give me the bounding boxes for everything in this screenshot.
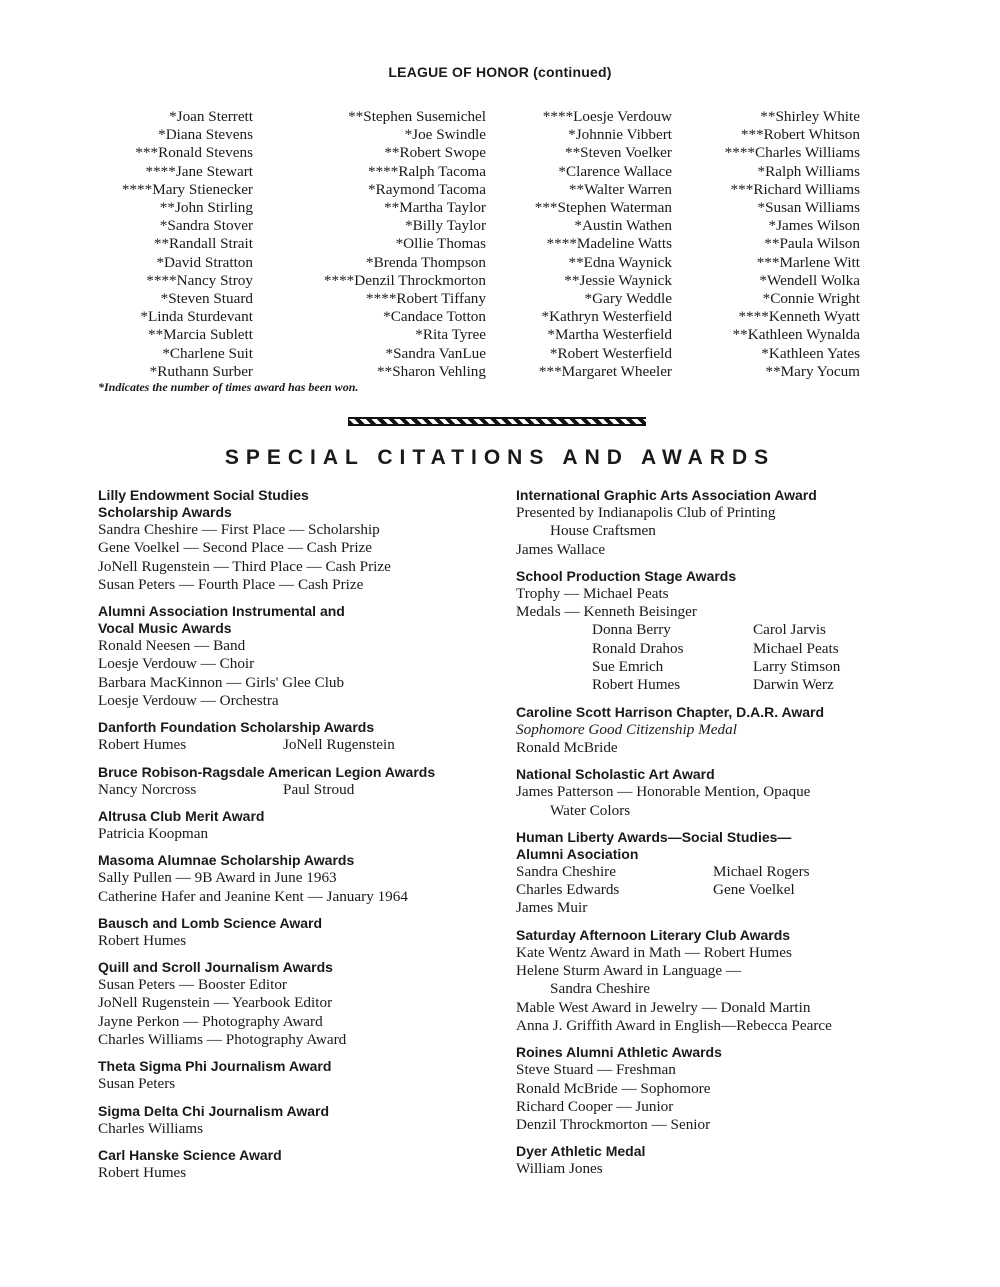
award-title: Saturday Afternoon Literary Club Awards [516,926,791,943]
award-line: Robert Humes [98,1163,187,1181]
honor-name: ***Marlene Witt [756,253,860,271]
medals-label: Medals — [516,603,580,621]
award-title: Human Liberty Awards—Social Studies— [516,828,792,845]
honor-name: *Joe Swindle [404,126,486,144]
award-art [516,766,906,820]
award-block [98,764,488,799]
honor-name: *David Stratton [156,253,253,271]
liberty-name: Michael Rogers [713,862,810,880]
medal-name: Larry Stimson [753,658,841,676]
award-title: Danforth Foundation Scholarship Awards [98,719,375,736]
honor-name: *James Wilson [768,217,860,235]
honor-name: ****Denzil Throckmorton [323,271,486,289]
medals-left-column [592,621,753,694]
award-line: Loesje Verdouw — Choir [98,655,255,673]
award-title: Alumni Association Instrumental and [98,603,345,620]
honor-name: **Kathleen Wynalda [732,326,860,344]
award-title: International Graphic Arts Association Award [516,487,817,503]
medal-name: Sue Emrich [592,658,664,676]
honor-name: **Marcia Sublett [147,326,253,344]
award-line: Ronald McBride [516,738,618,756]
honor-name: **Robert Swope [384,144,486,162]
medals-first-name: Kenneth Beisinger [583,603,697,621]
award-recipient: Robert Humes [98,736,187,754]
honor-name: *Martha Westerfield [547,326,672,344]
honor-name: *Candace Totton [383,308,486,326]
award-line: Charles Williams [98,1119,203,1137]
award-line: Sandra Cheshire — First Place — Scholarship [98,521,380,538]
award-igaa [516,487,906,559]
honor-name: **Stephen Susemichel [348,108,486,125]
honor-name: ****Mary Stienecker [121,180,253,198]
honor-name: *Susan Williams [757,199,860,217]
award-line: Susan Peters [98,1075,176,1093]
award-title: Sigma Delta Chi Journalism Award [98,1102,330,1119]
award-line: Susan Peters — Booster Editor [98,976,287,994]
honor-name: ****Kenneth Wyatt [738,308,860,326]
honor-name: ***Margaret Wheeler [538,362,672,380]
award-line: Robert Humes [98,931,187,949]
honor-name: *Ollie Thomas [395,235,486,253]
award-title: School Production Stage Awards [516,567,737,584]
liberty-name: Charles Edwards [516,881,620,899]
award-title: Theta Sigma Phi Journalism Award [98,1058,332,1075]
honor-name: **Randall Strait [153,235,253,253]
right-awards-column [516,487,906,1188]
honor-name: **Mary Yocum [765,362,860,380]
honor-name: *Steven Stuard [160,290,253,308]
award-title: Vocal Music Awards [98,620,232,637]
honor-name: **Shirley White [760,108,860,125]
award-block [98,719,488,754]
award-line: Mable West Award in Jewelry — Donald Martin [516,998,811,1016]
award-line: Ronald McBride — Sophomore [516,1079,711,1097]
honor-name: *Connie Wright [762,290,860,308]
award-pair [98,781,488,799]
honor-name: *Kathleen Yates [761,344,860,362]
award-block [98,852,488,906]
honor-name: **Steven Voelker [564,144,672,162]
award-title: Scholarship Awards [98,504,232,520]
liberty-right-column [713,863,810,918]
liberty-names [516,863,906,918]
award-line: Sandra Cheshire [550,980,650,998]
award-title: Alumni Asociation [516,845,639,862]
award-line: William Jones [516,1160,603,1178]
award-line: Helene Sturm Award in Language — [516,962,742,980]
award-title: Lilly Endowment Social Studies [98,487,309,503]
award-title: Carl Hanske Science Award [98,1146,282,1163]
award-line: James Patterson — Honorable Mention, Opaque [516,783,811,801]
award-dyer [516,1143,906,1178]
award-dar [516,704,906,758]
award-line: Denzil Throckmorton — Senior [516,1116,711,1134]
medal-name: Robert Humes [592,676,681,694]
honor-name: *Kathryn Westerfield [541,308,672,326]
award-title: Roines Alumni Athletic Awards [516,1044,722,1061]
award-block [98,1058,488,1093]
honor-name: *Johnnie Vibbert [568,126,672,144]
award-line: Ronald Neesen — Band [98,637,246,655]
award-line: Charles Williams — Photography Award [98,1031,347,1049]
award-block [98,959,488,1049]
league-list [0,108,1000,378]
award-recipient: Nancy Norcross [98,780,197,798]
award-block [98,808,488,843]
honor-name: *Linda Sturdevant [140,308,253,326]
award-title: Masoma Alumnae Scholarship Awards [98,852,355,869]
league-column-4 [692,108,860,381]
honor-name: *Sandra VanLue [385,344,486,362]
medal-name: Donna Berry [592,621,671,639]
award-line: House Craftsmen [550,522,656,540]
decorative-divider [348,417,646,426]
medal-name: Darwin Werz [753,676,834,694]
honor-name: ****Jane Stewart [145,162,253,180]
honor-name: *Austin Wathen [574,217,672,235]
award-athletic [516,1044,906,1134]
honor-name: **Martha Taylor [384,199,486,217]
honor-name: **John Stirling [159,199,253,217]
award-line: Loesje Verdouw — Orchestra [98,692,279,710]
honor-name: *Sandra Stover [159,217,253,235]
award-literary-club [516,927,906,1035]
award-line: Barbara MacKinnon — Girls' Glee Club [98,673,345,691]
honor-name: *Billy Taylor [405,217,486,235]
award-title: Altrusa Club Merit Award [98,807,265,824]
award-recipient: JoNell Rugenstein [283,736,395,754]
league-footnote: *Indicates the number of times award has been won. [98,380,359,394]
honor-name: ***Robert Whitson [740,126,860,144]
honor-name: **Jessie Waynick [564,271,672,289]
award-line: Patricia Koopman [98,824,209,842]
award-line: Steve Stuard — Freshman [516,1061,676,1079]
award-line: Susan Peters — Fourth Place — Cash Prize [98,575,364,593]
honor-name: ****Madeline Watts [546,235,672,253]
honor-name: *Ruthann Surber [149,362,253,380]
honor-name: ****Ralph Tacoma [367,162,486,180]
league-column-1 [98,108,253,381]
league-column-2 [296,108,486,381]
honor-name: **Paula Wilson [764,235,860,253]
left-awards-column [98,487,488,1191]
award-line: Catherine Hafer and Jeanine Kent — January 1964 [98,887,408,905]
award-pair [98,736,488,754]
honor-name: ****Loesje Verdouw [542,108,672,125]
honor-name: ****Robert Tiffany [366,290,486,308]
award-block [98,603,488,710]
award-line: JoNell Rugenstein — Yearbook Editor [98,994,333,1012]
medals-line [516,603,906,621]
honor-name: *Charlene Suit [162,344,253,362]
award-title: Caroline Scott Harrison Chapter, D.A.R. Award [516,703,825,720]
honor-name: *Ralph Williams [757,162,860,180]
award-line: Jayne Perkon — Photography Award [98,1012,323,1030]
honor-name: *Wendell Wolka [759,271,860,289]
honor-name: **Walter Warren [568,180,672,198]
award-block [98,1147,488,1182]
honor-name: *Joan Sterrett [169,108,253,125]
liberty-name: Gene Voelkel [713,881,795,899]
award-title: Dyer Athletic Medal [516,1143,646,1160]
award-block [98,1103,488,1138]
award-title: National Scholastic Art Award [516,766,715,783]
medals-names [516,621,906,694]
award-title: Bausch and Lomb Science Award [98,914,323,931]
honor-name: *Gary Weddle [584,290,672,308]
award-line: Gene Voelkel — Second Place — Cash Prize [98,539,373,557]
award-line: Water Colors [550,801,631,819]
honor-name: *Clarence Wallace [558,162,672,180]
honor-name: ***Stephen Waterman [534,199,672,217]
honor-name: *Diana Stevens [158,126,253,144]
award-recipient: Paul Stroud [283,780,355,798]
honor-name: **Edna Waynick [568,253,672,271]
award-line: Anna J. Griffith Award in English—Rebecca Pearce [516,1016,832,1034]
medal-name: Carol Jarvis [753,621,826,639]
award-line: Trophy — Michael Peats [516,584,669,602]
medals-right-column [753,621,840,694]
honor-name: *Robert Westerfield [549,344,672,362]
award-title: Quill and Scroll Journalism Awards [98,959,333,976]
award-block [98,915,488,950]
liberty-left-column [516,863,713,918]
league-column-3 [494,108,672,381]
honor-name: ****Charles Williams [724,144,860,162]
medal-name: Michael Peats [753,639,839,657]
liberty-name: Sandra Cheshire [516,862,616,880]
honor-name: *Rita Tyree [415,326,486,344]
award-line: JoNell Rugenstein — Third Place — Cash Prize [98,557,391,575]
award-line: James Wallace [516,540,606,558]
honor-name: ****Nancy Stroy [146,271,253,289]
award-human-liberty [516,829,906,918]
honor-name: ***Ronald Stevens [135,144,253,162]
honor-name: ***Richard Williams [730,180,860,198]
award-title: Bruce Robison-Ragsdale American Legion Awards [98,763,436,780]
award-line: Kate Wentz Award in Math — Robert Humes [516,943,792,961]
award-stage [516,568,906,695]
award-line: Presented by Indianapolis Club of Printing [516,504,776,521]
honor-name: *Raymond Tacoma [367,180,486,198]
honor-name: *Brenda Thompson [366,253,486,271]
award-line: Richard Cooper — Junior [516,1097,674,1115]
medal-name: Ronald Drahos [592,639,684,657]
special-citations-heading: SPECIAL CITATIONS AND AWARDS [224,446,776,469]
liberty-name: James Muir [516,899,588,917]
award-line: Sophomore Good Citizenship Medal [516,720,737,738]
award-block [98,487,488,594]
honor-name: **Sharon Vehling [377,362,486,380]
award-line: Sally Pullen — 9B Award in June 1963 [98,869,337,887]
league-heading: LEAGUE OF HONOR (continued) [388,64,612,80]
